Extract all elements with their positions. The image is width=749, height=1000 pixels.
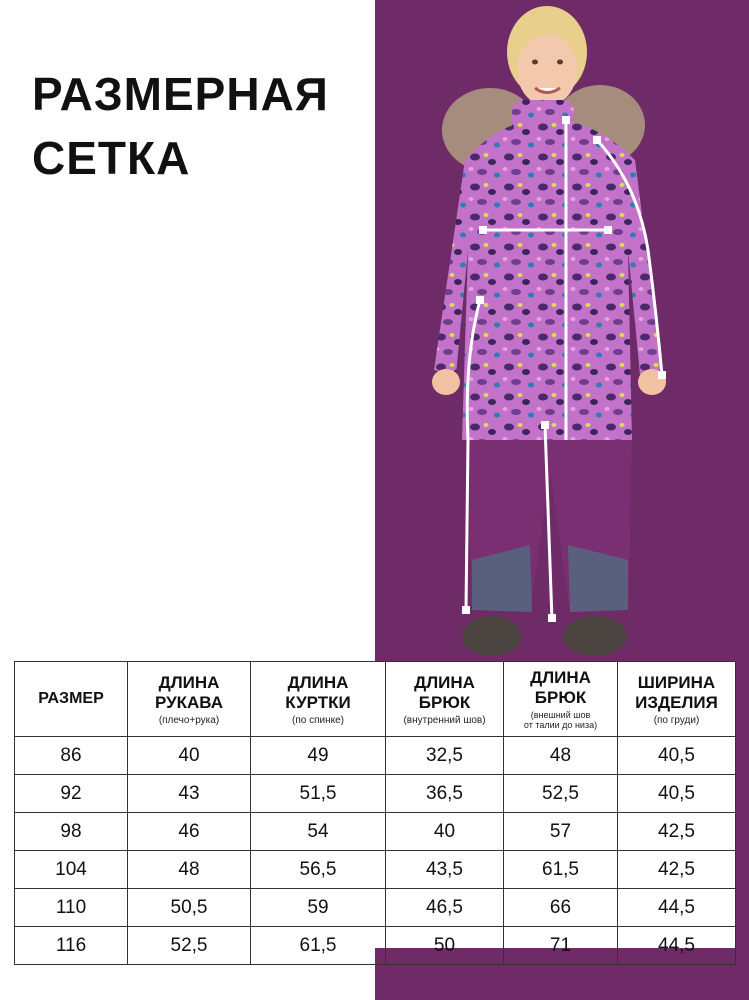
table-cell: 92 bbox=[15, 775, 128, 813]
table-cell: 44,5 bbox=[618, 889, 736, 927]
table-cell: 86 bbox=[15, 737, 128, 775]
table-cell: 32,5 bbox=[386, 737, 504, 775]
table-cell: 49 bbox=[251, 737, 386, 775]
table-cell: 52,5 bbox=[128, 927, 251, 965]
title-line-1: РАЗМЕРНАЯ bbox=[32, 68, 329, 120]
table-cell: 56,5 bbox=[251, 851, 386, 889]
table-cell: 43,5 bbox=[386, 851, 504, 889]
table-header-row bbox=[15, 662, 736, 737]
header-size: РАЗМЕР bbox=[15, 662, 128, 737]
header-sleeve-length: ДЛИНА РУКАВА (плечо+рука) bbox=[128, 662, 251, 737]
table-cell: 48 bbox=[504, 737, 618, 775]
table-cell: 46,5 bbox=[386, 889, 504, 927]
table-cell: 42,5 bbox=[618, 813, 736, 851]
page-title bbox=[32, 62, 329, 190]
table-cell: 66 bbox=[504, 889, 618, 927]
table-cell: 50 bbox=[386, 927, 504, 965]
table-row bbox=[15, 737, 736, 775]
table-cell: 40 bbox=[128, 737, 251, 775]
size-table bbox=[14, 661, 736, 965]
table-cell: 40,5 bbox=[618, 737, 736, 775]
table-cell: 51,5 bbox=[251, 775, 386, 813]
table-cell: 98 bbox=[15, 813, 128, 851]
child-winter-suit-photo bbox=[400, 0, 700, 662]
size-table-body bbox=[15, 737, 736, 965]
table-cell: 110 bbox=[15, 889, 128, 927]
table-cell: 57 bbox=[504, 813, 618, 851]
header-chest-width: ШИРИНА ИЗДЕЛИЯ (по груди) bbox=[618, 662, 736, 737]
header-pants-inseam: ДЛИНА БРЮК (внутренний шов) bbox=[386, 662, 504, 737]
table-row bbox=[15, 851, 736, 889]
size-table-container bbox=[14, 661, 735, 956]
table-cell: 43 bbox=[128, 775, 251, 813]
table-cell: 48 bbox=[128, 851, 251, 889]
table-cell: 46 bbox=[128, 813, 251, 851]
table-row bbox=[15, 927, 736, 965]
table-cell: 44,5 bbox=[618, 927, 736, 965]
header-pants-outseam: ДЛИНА БРЮК (внешний шов от талии до низа) bbox=[504, 662, 618, 737]
table-cell: 71 bbox=[504, 927, 618, 965]
table-cell: 54 bbox=[251, 813, 386, 851]
table-cell: 52,5 bbox=[504, 775, 618, 813]
table-row bbox=[15, 813, 736, 851]
table-cell: 40 bbox=[386, 813, 504, 851]
table-cell: 36,5 bbox=[386, 775, 504, 813]
table-cell: 116 bbox=[15, 927, 128, 965]
table-cell: 40,5 bbox=[618, 775, 736, 813]
header-jacket-length: ДЛИНА КУРТКИ (по спинке) bbox=[251, 662, 386, 737]
table-cell: 50,5 bbox=[128, 889, 251, 927]
table-cell: 61,5 bbox=[251, 927, 386, 965]
table-cell: 42,5 bbox=[618, 851, 736, 889]
title-line-2: СЕТКА bbox=[32, 132, 191, 184]
table-cell: 59 bbox=[251, 889, 386, 927]
table-row bbox=[15, 889, 736, 927]
table-cell: 104 bbox=[15, 851, 128, 889]
table-cell: 61,5 bbox=[504, 851, 618, 889]
table-row bbox=[15, 775, 736, 813]
